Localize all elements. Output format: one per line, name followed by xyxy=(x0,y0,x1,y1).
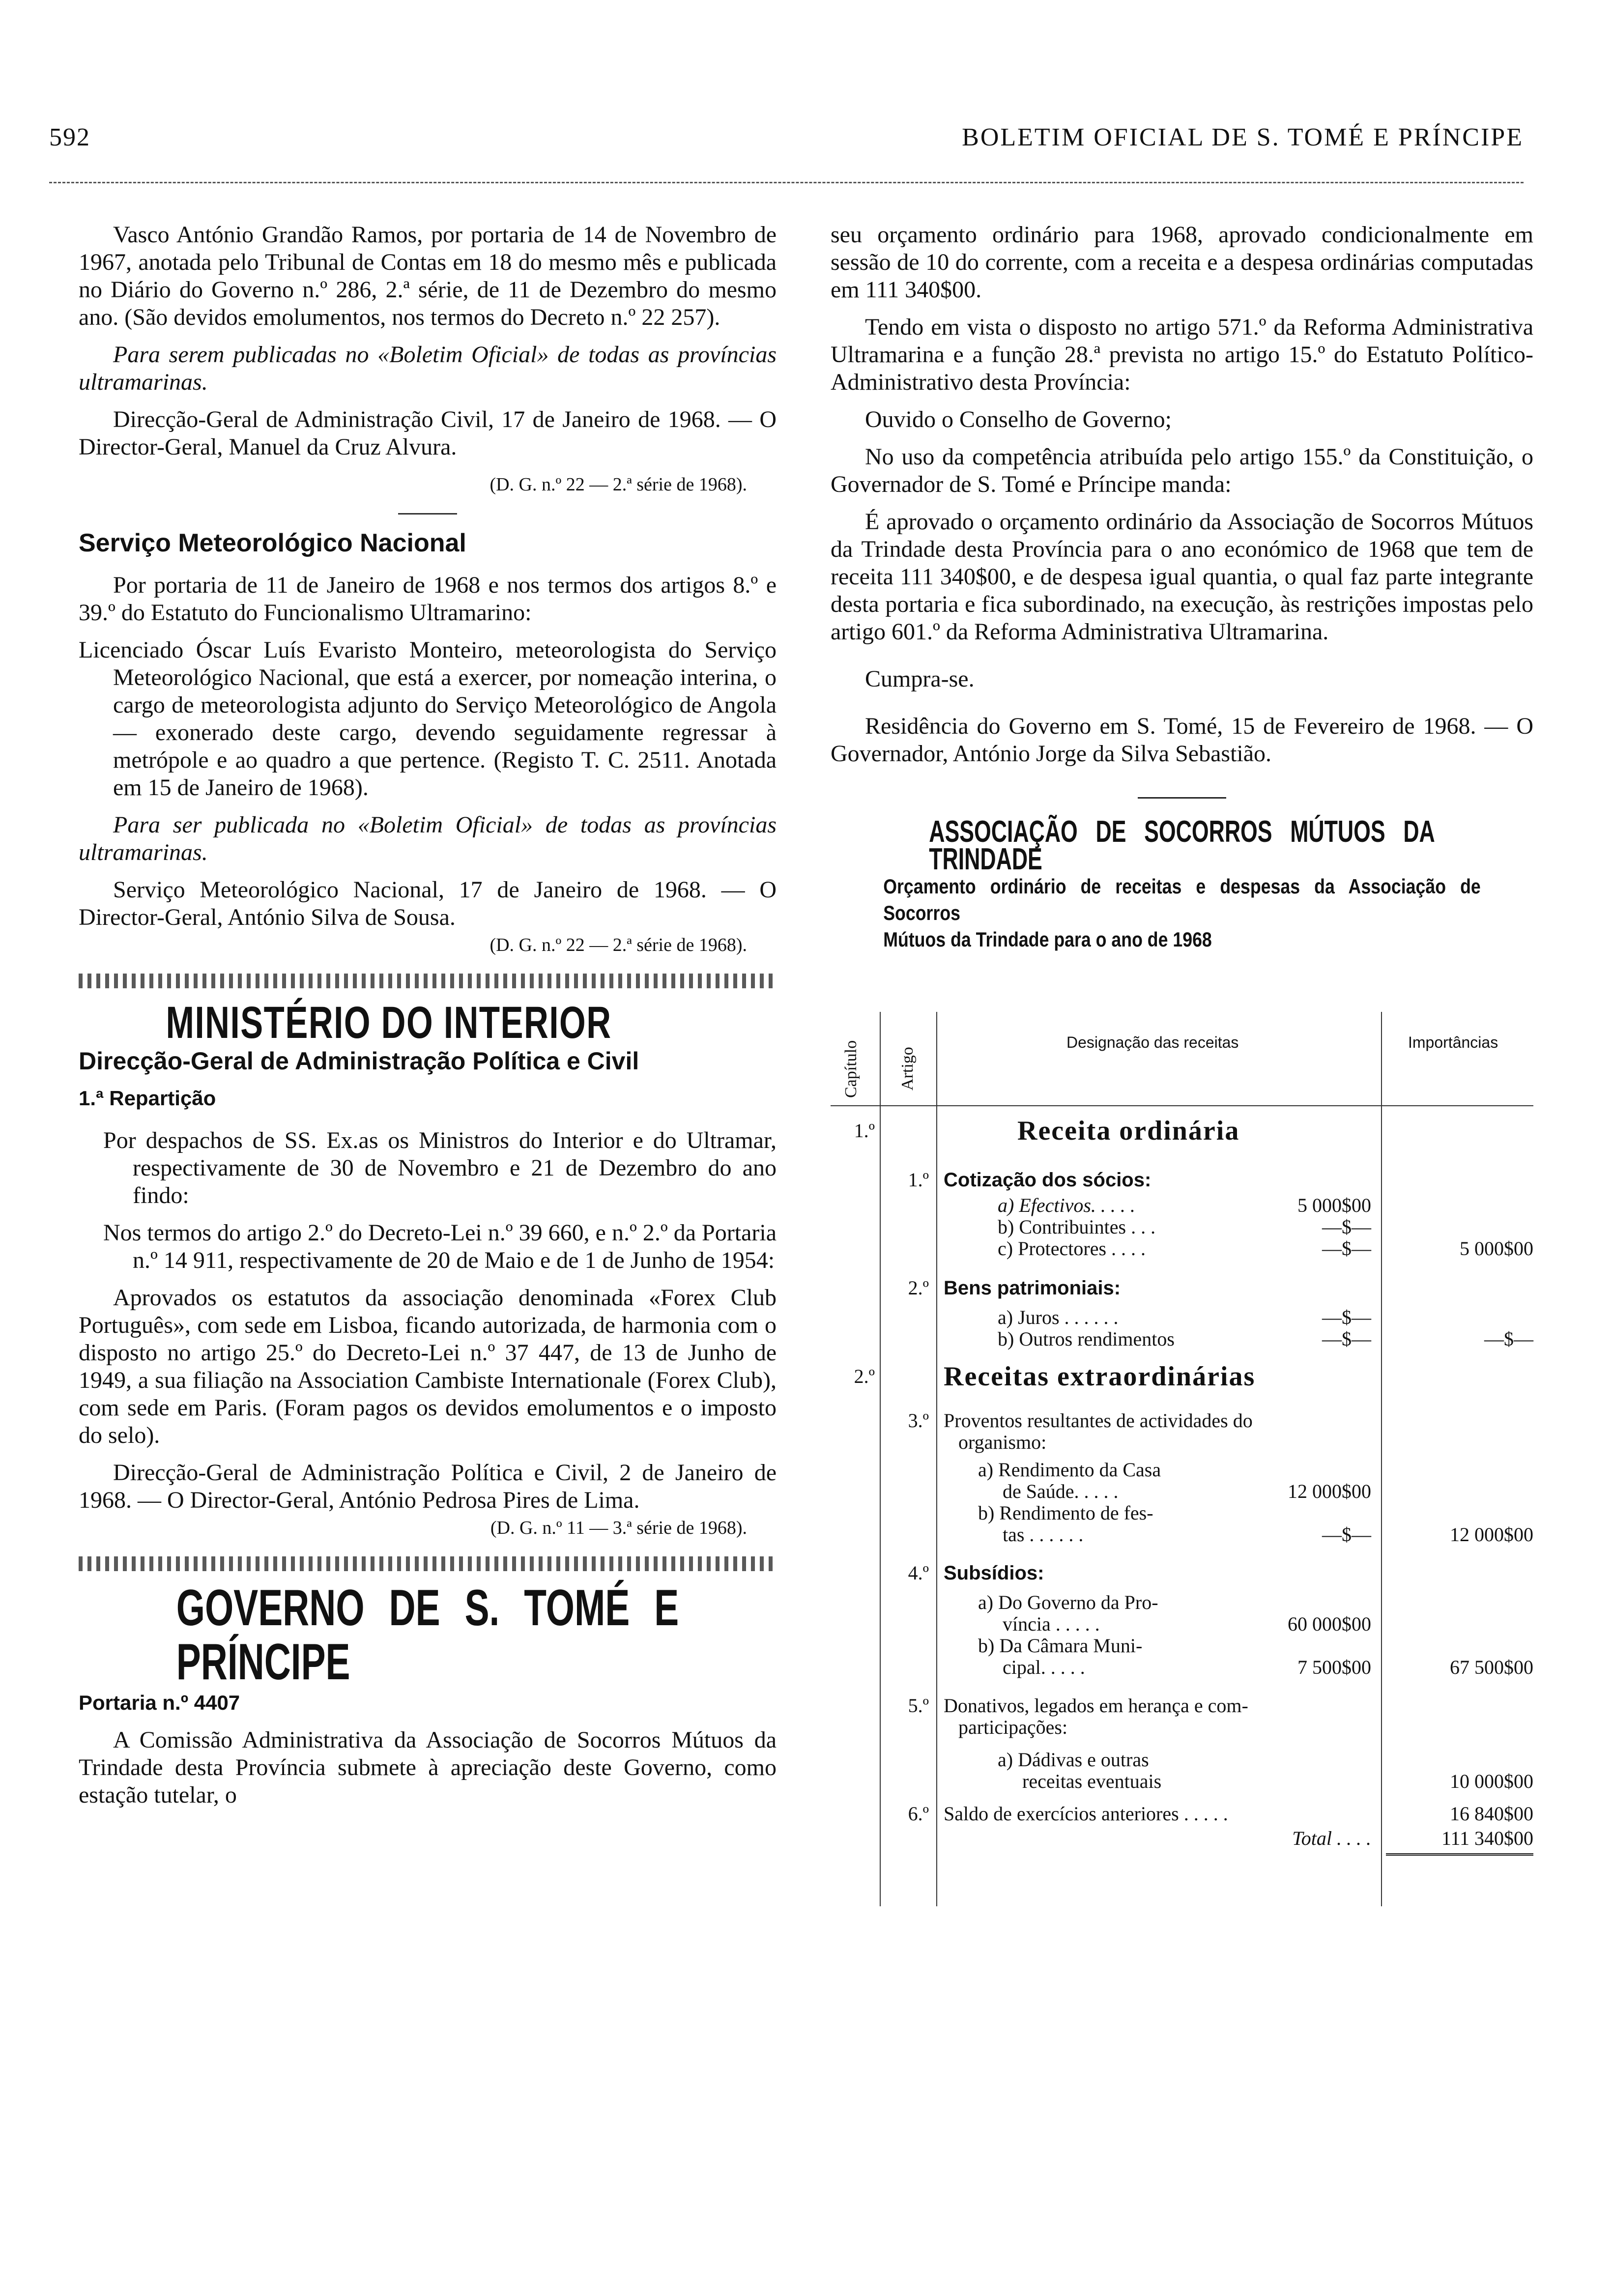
row-label: víncia . . . . . xyxy=(1003,1613,1100,1635)
row-label: organismo: xyxy=(958,1431,1047,1453)
paragraph: Aprovados os estatutos da associação denominada «Forex Club Português», com sede em Lisboa, ficando autorizada, de harmonia com o disposto no artigo 25.º do Decreto-Lei n.º 37 447, de 13 de Junho de 1949, a sua filiação na Association Cambiste Internationale (Forex Club), com sede em Paris. (Foram pagos os devidos emolumentos e o imposto do selo). xyxy=(79,1285,777,1448)
header-rule xyxy=(831,1105,1533,1106)
row-total: —$— xyxy=(1484,1328,1533,1350)
association-heading: ASSOCIAÇÃO DE SOCORROS MÚTUOS DA TRINDADE xyxy=(929,815,1435,876)
paragraph: Vasco António Grandão Ramos, por portaria de 14 de Novembro de 1967, anotada pelo Tribunal de Contas em 18 do mesmo mês e publicada no Diário do Governo n.º 286, 2.ª série, de 11 de Dezembro do mesmo ano. (São devidos emolumentos, nos termos do Decreto n.º 22 257). xyxy=(79,222,777,330)
row-value: 7 500$00 xyxy=(1297,1656,1371,1678)
row-total: 16 840$00 xyxy=(1450,1803,1533,1825)
row-value: —$— xyxy=(1322,1216,1371,1238)
row-total: 5 000$00 xyxy=(1460,1237,1533,1260)
running-head: BOLETIM OFICIAL DE S. TOMÉ E PRÍNCIPE xyxy=(962,123,1524,151)
signature-paragraph: Direcção-Geral de Administração Política e Civil, 2 de Janeiro de 1968. — O Director-Geral, António Pedrosa Pires de Lima. xyxy=(79,1460,777,1513)
directorate-heading: Direcção-Geral de Administração Política e Civil xyxy=(79,1047,639,1075)
paragraph: Tendo em vista o disposto no artigo 571.º da Reforma Administrativa Ultramarina e a função 28.ª prevista no artigo 15.º do Estatuto Político-Administrativo desta Província: xyxy=(831,314,1533,395)
paragraph: Por despachos de SS. Ex.as os Ministros do Interior e do Ultramar, respectivamente de 30 de Novembro e 21 de Dezembro do ano findo: xyxy=(103,1127,777,1208)
header-rule xyxy=(49,182,1524,183)
source-citation: (D. G. n.º 22 — 2.ª série de 1968). xyxy=(489,474,747,495)
row-label: de Saúde. . . . . xyxy=(1003,1480,1119,1502)
header-importancias: Importâncias xyxy=(1408,1033,1498,1051)
row-value: 60 000$00 xyxy=(1288,1613,1371,1635)
article-number: 3.º xyxy=(908,1409,929,1432)
right-column xyxy=(831,221,1533,1906)
total-rule xyxy=(1386,1853,1533,1856)
row-value: 5 000$00 xyxy=(1297,1194,1371,1216)
signature-paragraph: Direcção-Geral de Administração Civil, 17 de Janeiro de 1968. — O Director-Geral, Manuel da Cruz Alvura. xyxy=(79,406,777,460)
paragraph: Nos termos do artigo 2.º do Decreto-Lei n.º 39 660, e n.º 2.º da Portaria n.º 14 911, respectivamente de 20 de Maio e de 1 de Junho de 1954: xyxy=(103,1220,777,1273)
row-label: cipal. . . . . xyxy=(1003,1656,1085,1678)
article-number: 5.º xyxy=(908,1694,929,1717)
row-value: —$— xyxy=(1322,1306,1371,1328)
budget-table xyxy=(831,1012,1533,1906)
department-heading: 1.ª Repartição xyxy=(79,1087,216,1110)
paragraph: Ouvido o Conselho de Governo; xyxy=(865,406,1172,432)
ornament-divider xyxy=(79,974,777,988)
row-label: a) Rendimento da Casa xyxy=(978,1459,1161,1481)
divider xyxy=(1138,797,1226,799)
section-label: Receitas extraordinárias xyxy=(944,1361,1256,1392)
paragraph: No uso da competência atribuída pelo artigo 155.º da Constituição, o Governador de S. Tomé e Príncipe manda: xyxy=(831,444,1533,497)
grand-total: 111 340$00 xyxy=(1441,1827,1533,1849)
row-label: c) Protectores . . . . xyxy=(998,1237,1146,1260)
column-rule xyxy=(936,1012,937,1906)
row-label: a) Do Governo da Pro- xyxy=(978,1591,1158,1613)
row-value: —$— xyxy=(1322,1523,1371,1546)
row-label: Bens patrimoniais: xyxy=(944,1277,1121,1299)
government-heading: GOVERNO DE S. TOMÉ E PRÍNCIPE xyxy=(176,1579,679,1691)
divider xyxy=(398,513,457,515)
signature-paragraph: Serviço Meteorológico Nacional, 17 de Janeiro de 1968. — O Director-Geral, António Silva de Sousa. xyxy=(79,877,777,930)
source-citation: (D. G. n.º 22 — 2.ª série de 1968). xyxy=(489,935,747,955)
row-label: a) Efectivos. . . . . xyxy=(998,1194,1135,1216)
budget-subtitle: Mútuos da Trindade para o ano de 1968 xyxy=(883,928,1212,951)
row-total: 12 000$00 xyxy=(1450,1523,1533,1546)
row-label: Saldo de exercícios anteriores . . . . . xyxy=(944,1803,1228,1825)
header-artigo: Artigo xyxy=(898,1047,917,1091)
ministry-heading: MINISTÉRIO DO INTERIOR xyxy=(166,998,612,1048)
header-capitulo: Capítulo xyxy=(842,1040,860,1098)
publication-note: Para serem publicadas no «Boletim Oficial» de todas as províncias ultramarinas. xyxy=(79,342,777,395)
row-value: —$— xyxy=(1322,1237,1371,1260)
section-title: Serviço Meteorológico Nacional xyxy=(79,529,466,557)
total-label: Total . . . . xyxy=(1292,1827,1371,1849)
paragraph: A Comissão Administrativa da Associação de Socorros Mútuos da Trindade desta Província submete à apreciação deste Governo, como estação tutelar, o xyxy=(79,1727,777,1808)
signature-paragraph: Residência do Governo em S. Tomé, 15 de Fevereiro de 1968. — O Governador, António Jorge da Silva Sebastião. xyxy=(831,713,1533,767)
portaria-heading: Portaria n.º 4407 xyxy=(79,1691,240,1714)
column-rule xyxy=(880,1012,881,1906)
page-number: 592 xyxy=(49,123,90,151)
ornament-divider xyxy=(79,1556,777,1571)
row-total: 10 000$00 xyxy=(1450,1770,1533,1792)
chapter-number: 1.º xyxy=(854,1119,875,1142)
budget-subtitle: Orçamento ordinário de receitas e despesas da Associação de Socorros xyxy=(883,875,1481,924)
row-label: a) Juros . . . . . . xyxy=(998,1306,1119,1328)
row-label: b) Da Câmara Muni- xyxy=(978,1635,1143,1657)
article-number: 4.º xyxy=(908,1562,929,1584)
header-designacao: Designação das receitas xyxy=(1066,1033,1239,1051)
article-number: 2.º xyxy=(908,1277,929,1299)
paragraph: Licenciado Óscar Luís Evaristo Monteiro, meteorologista do Serviço Meteorológico Nacional, que está a exercer, por nomeação interina, o cargo de meteorologista adjunto do Serviço Meteorológico de Angola — exonerado deste cargo, devendo seguidamente regressar à metrópole e ao quadro a que pertence. (Registo T. C. 2511. Anotada em 15 de Janeiro de 1968). xyxy=(79,637,777,801)
article-number: 6.º xyxy=(908,1803,929,1825)
row-label: Subsídios: xyxy=(944,1562,1044,1584)
row-value: —$— xyxy=(1322,1328,1371,1350)
row-total: 67 500$00 xyxy=(1450,1656,1533,1678)
row-label: participações: xyxy=(958,1716,1068,1738)
left-column xyxy=(79,221,777,1809)
row-label: b) Rendimento de fes- xyxy=(978,1502,1153,1524)
row-label: Proventos resultantes de actividades do xyxy=(944,1409,1253,1432)
paragraph: É aprovado o orçamento ordinário da Associação de Socorros Mútuos da Trindade desta Província para o ano económico de 1968 que tem de receita 111 340$00, e de despesa igual quantia, o qual faz parte integrante desta portaria e fica subordinado, na execução, às restrições impostas pelo artigo 601.º da Reforma Administrativa Ultramarina. xyxy=(831,509,1533,645)
paragraph: Por portaria de 11 de Janeiro de 1968 e nos termos dos artigos 8.º e 39.º do Estatuto do Funcionalismo Ultramarino: xyxy=(79,572,777,626)
source-citation: (D. G. n.º 11 — 3.ª série de 1968). xyxy=(490,1518,747,1538)
paragraph: seu orçamento ordinário para 1968, aprovado condicionalmente em sessão de 10 do corrente, com a receita e a despesa ordinárias computadas em 111 340$00. xyxy=(831,222,1533,303)
paragraph: Cumpra-se. xyxy=(865,666,975,692)
row-label: b) Contribuintes . . . xyxy=(998,1216,1156,1238)
chapter-number: 2.º xyxy=(854,1365,875,1387)
row-label: Cotização dos sócios: xyxy=(944,1169,1151,1191)
publication-note: Para ser publicada no «Boletim Oficial» de todas as províncias ultramarinas. xyxy=(79,812,777,865)
page-header xyxy=(49,123,1524,157)
row-label: tas . . . . . . xyxy=(1003,1523,1084,1546)
article-number: 1.º xyxy=(908,1169,929,1191)
section-label: Receita ordinária xyxy=(1017,1116,1240,1146)
row-label: b) Outros rendimentos xyxy=(998,1328,1175,1350)
row-label: a) Dádivas e outras xyxy=(998,1749,1149,1771)
row-label: receitas eventuais xyxy=(1022,1770,1162,1792)
row-value: 12 000$00 xyxy=(1288,1480,1371,1502)
row-label: Donativos, legados em herança e com- xyxy=(944,1694,1248,1717)
